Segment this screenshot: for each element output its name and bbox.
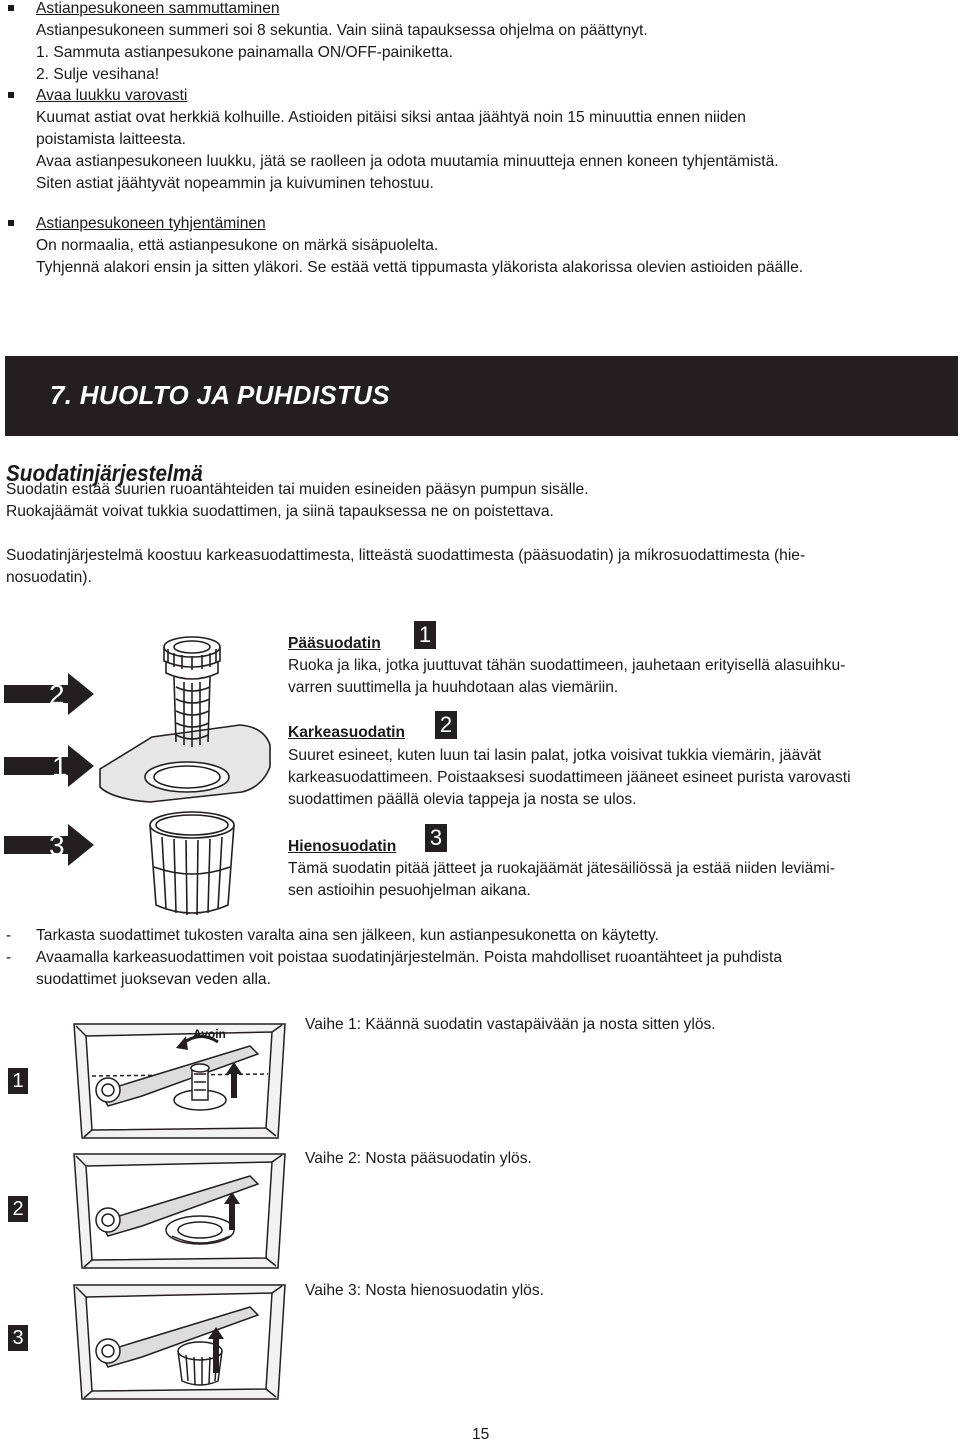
step-number-badge: 3 — [8, 1325, 28, 1351]
text-line: Siten astiat jäähtyvät nopeammin ja kuivuminen tehostuu. — [36, 175, 434, 192]
arrow-number: 2 — [49, 679, 65, 710]
step-2-illustration — [72, 1146, 287, 1271]
filter-number-badge: 1 — [414, 621, 436, 649]
text-line: poistamista laitteesta. — [36, 131, 186, 148]
text-line: Suuret esineet, kuten luun tai lasin palat, jotka voisivat tukkia viemärin, jäävät — [288, 747, 822, 764]
step-number-badge: 2 — [8, 1196, 28, 1222]
text-line: On normaalia, että astianpesukone on märkä sisäpuolelta. — [36, 237, 439, 254]
arrow-label-1 — [4, 745, 94, 787]
text-line: Tyhjennä alakori ensin ja sitten yläkori. Se estää vettä tippumasta yläkorista alakorissa olevien astioiden päälle. — [36, 259, 804, 276]
filter-heading-main: Pääsuodatin — [288, 635, 381, 652]
text-line: suodattimen päällä olevia tappeja ja nosta se ulos. — [288, 791, 637, 808]
text-line: 1. Sammuta astianpesukone painamalla ON/OFF-painiketta. — [36, 44, 453, 61]
note-line: Tarkasta suodattimet tukosten varalta aina sen jälkeen, kun astianpesukonetta on käytetty. — [36, 927, 659, 944]
arrow-number: 3 — [49, 830, 65, 861]
text-line: sen astioihin pesuohjelman aikana. — [288, 882, 531, 899]
section-title: Suodatinjärjestelmä — [6, 460, 203, 486]
bullet-marker — [8, 92, 14, 98]
text-line: Suodatinjärjestelmä koostuu karkeasuodattimesta, litteästä suodattimesta (pääsuodatin) ja mikrosuodattimesta (hie- — [6, 547, 806, 564]
filter-number-badge: 3 — [425, 824, 447, 852]
note-line: Avaamalla karkeasuodattimen voit poistaa suodatinjärjestelmän. Poista mahdolliset ruoantähteet ja puhdista — [36, 949, 783, 966]
chapter-title: 7. HUOLTO JA PUHDISTUS — [50, 380, 390, 410]
text-line: karkeasuodattimeen. Poistaaksesi suodattimeen jääneet esineet purista varovasti — [288, 769, 851, 786]
bullet-heading-emptying: Astianpesukoneen tyhjentäminen — [36, 215, 266, 232]
text-line: nosuodatin). — [6, 569, 92, 586]
step-1-illustration — [72, 1016, 287, 1141]
filter-heading-fine: Hienosuodatin — [288, 838, 397, 855]
step-3-illustration — [72, 1277, 287, 1402]
filter-heading-coarse: Karkeasuodatin — [288, 724, 405, 741]
bullet-marker — [8, 220, 14, 226]
filter-assembly-illustration — [92, 627, 272, 922]
step-text: Vaihe 2: Nosta pääsuodatin ylös. — [305, 1150, 532, 1167]
text-line: Ruoka ja lika, jotka juuttuvat tähän suodattimeen, jauhetaan erityisellä alasuihku- — [288, 657, 846, 674]
chapter-banner — [5, 356, 958, 436]
step-number-badge: 1 — [8, 1068, 28, 1094]
text-line: Tämä suodatin pitää jätteet ja ruokajäämät jätesäiliössä ja estää niiden leviämi- — [288, 860, 835, 877]
step-text: Vaihe 1: Käännä suodatin vastapäivään ja nosta sitten ylös. — [305, 1016, 716, 1033]
step-text: Vaihe 3: Nosta hienosuodatin ylös. — [305, 1282, 544, 1299]
text-line: 2. Sulje vesihana! — [36, 66, 160, 83]
text-line: Kuumat astiat ovat herkkiä kolhuille. Astioiden pitäisi siksi antaa jäähtyä noin 15 minuuttia ennen niiden — [36, 109, 746, 126]
text-line: Ruokajäämät voivat tukkia suodattimen, ja siinä tapauksessa ne on poistettava. — [6, 503, 554, 520]
page-number: 15 — [472, 1426, 490, 1443]
text-line: Astianpesukoneen summeri soi 8 sekuntia. Vain siinä tapauksessa ohjelma on päättynyt. — [36, 22, 648, 39]
bullet-heading-shutdown: Astianpesukoneen sammuttaminen — [36, 0, 280, 17]
filter-number-badge: 2 — [435, 711, 457, 739]
bullet-marker — [8, 5, 14, 11]
list-dash: - — [6, 927, 12, 944]
step-label-open: Avoin — [193, 1027, 226, 1041]
list-dash: - — [6, 949, 12, 966]
text-line: varren suuttimella ja huuhdotaan alas viemäriin. — [288, 679, 619, 696]
note-line: suodattimet juoksevan veden alla. — [36, 971, 271, 988]
bullet-heading-open-door: Avaa luukku varovasti — [36, 87, 188, 104]
text-line: Avaa astianpesukoneen luukku, jätä se raolleen ja odota muutamia minuutteja ennen koneen tyhjentämistä. — [36, 153, 779, 170]
text-line: Suodatin estää suurien ruoantähteiden tai muiden esineiden pääsyn pumpun sisälle. — [6, 481, 589, 498]
arrow-number: 1 — [52, 751, 68, 782]
